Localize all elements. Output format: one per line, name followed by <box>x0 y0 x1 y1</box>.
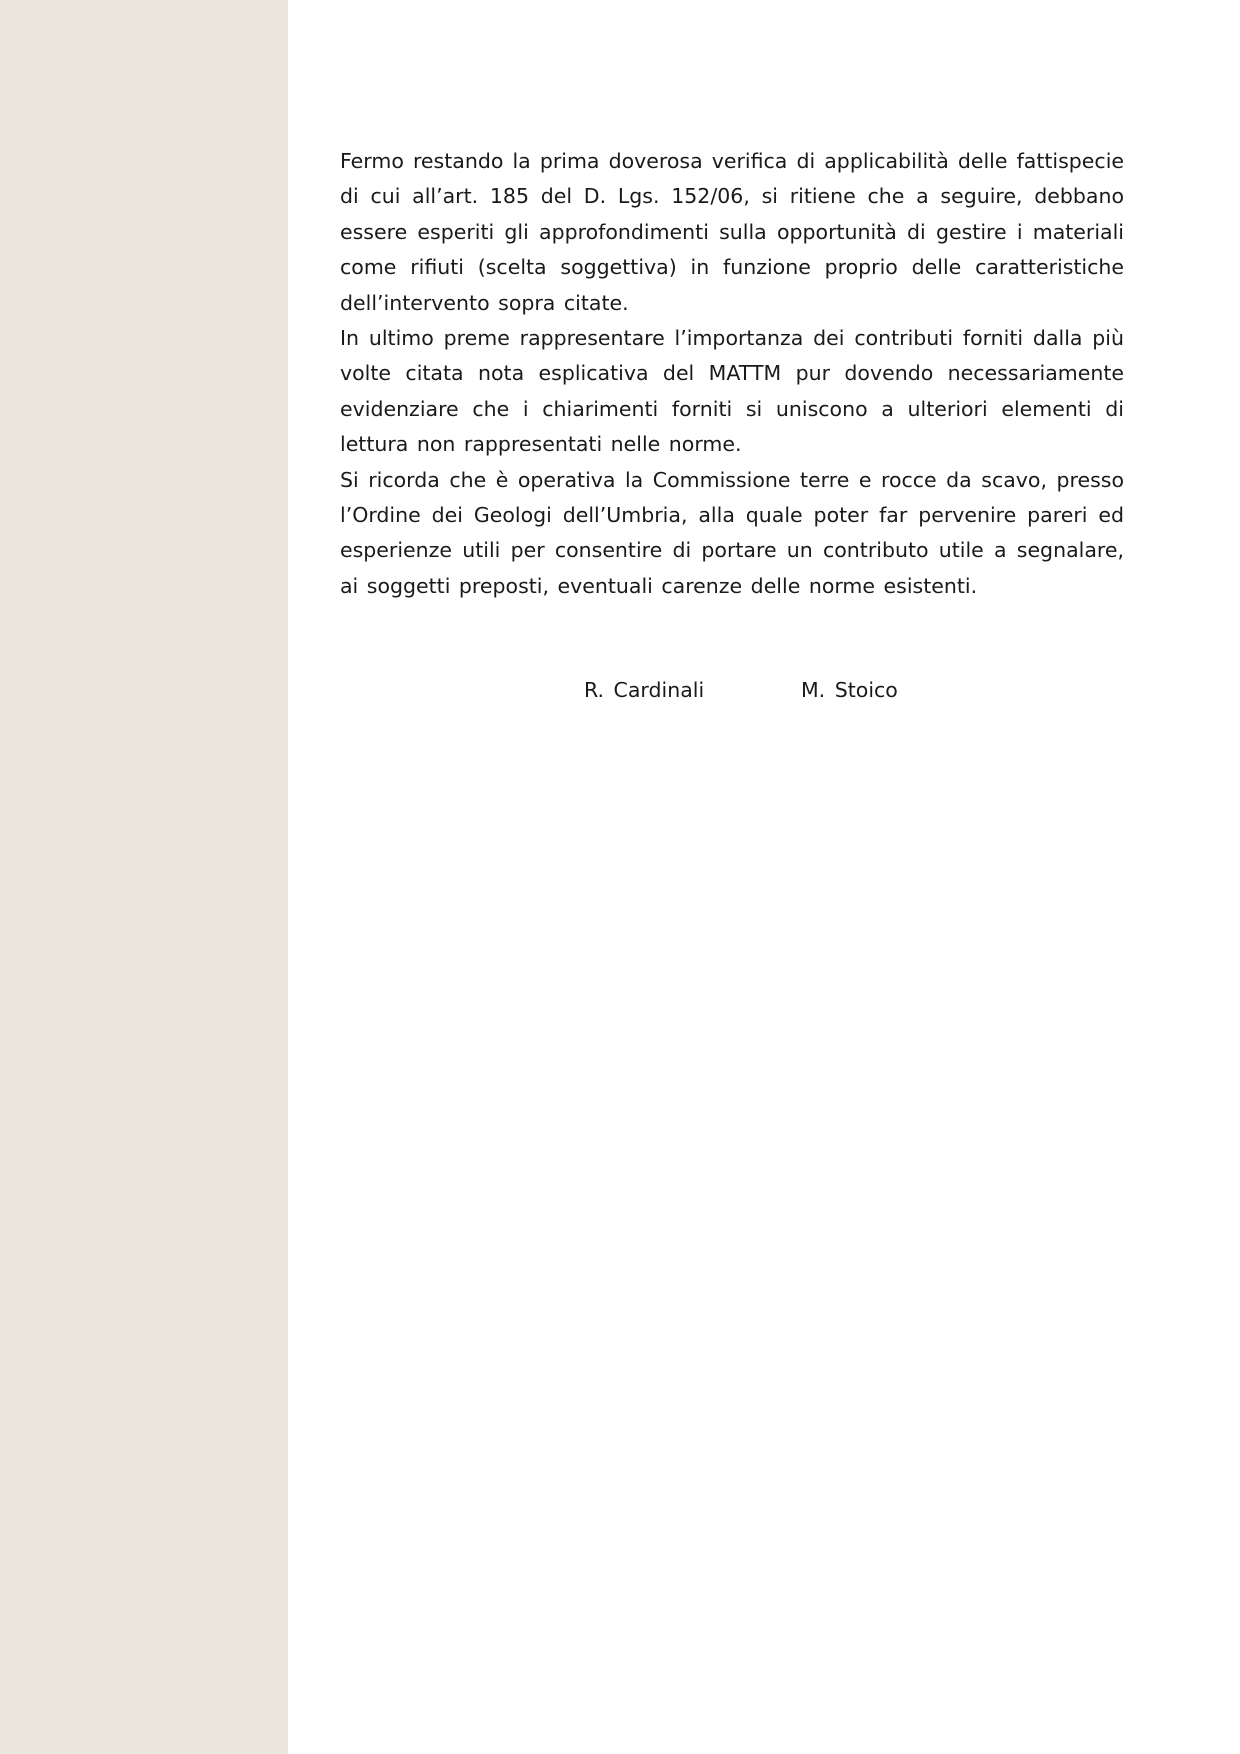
signature-stoico: M. Stoico <box>801 678 898 702</box>
side-band <box>0 0 288 1754</box>
signature-block <box>0 672 1240 708</box>
paragraph-1: Fermo restando la prima doverosa verifica di applicabilità delle fattispecie di cui all’art. 185 del D. Lgs. 152/06, si ritiene che a seguire, debbano essere esperiti gli approfondimenti sulla opportunità di gestire i materiali come rifiuti (scelta soggettiva) in funzione proprio delle caratteristiche dell’intervento sopra citate. <box>340 149 1124 315</box>
paragraph-3: Si ricorda che è operativa la Commissione terre e rocce da scavo, presso l’Ordine dei Geologi dell’Umbria, alla quale poter far pervenire pareri ed esperienze utili per consentire di portare un contributo utile a segnalare, ai soggetti preposti, eventuali carenze delle norme esistenti. <box>340 467 1124 598</box>
document-body <box>340 144 1124 604</box>
signature-cardinali: R. Cardinali <box>584 678 705 702</box>
paragraph-2: In ultimo preme rappresentare l’importanza dei contributi forniti dalla più volte citata nota esplicativa del MATTM pur dovendo necessariamente evidenziare che i chiarimenti forniti si uniscono a ulteriori elementi di lettura non rappresentati nelle norme. <box>340 326 1124 457</box>
